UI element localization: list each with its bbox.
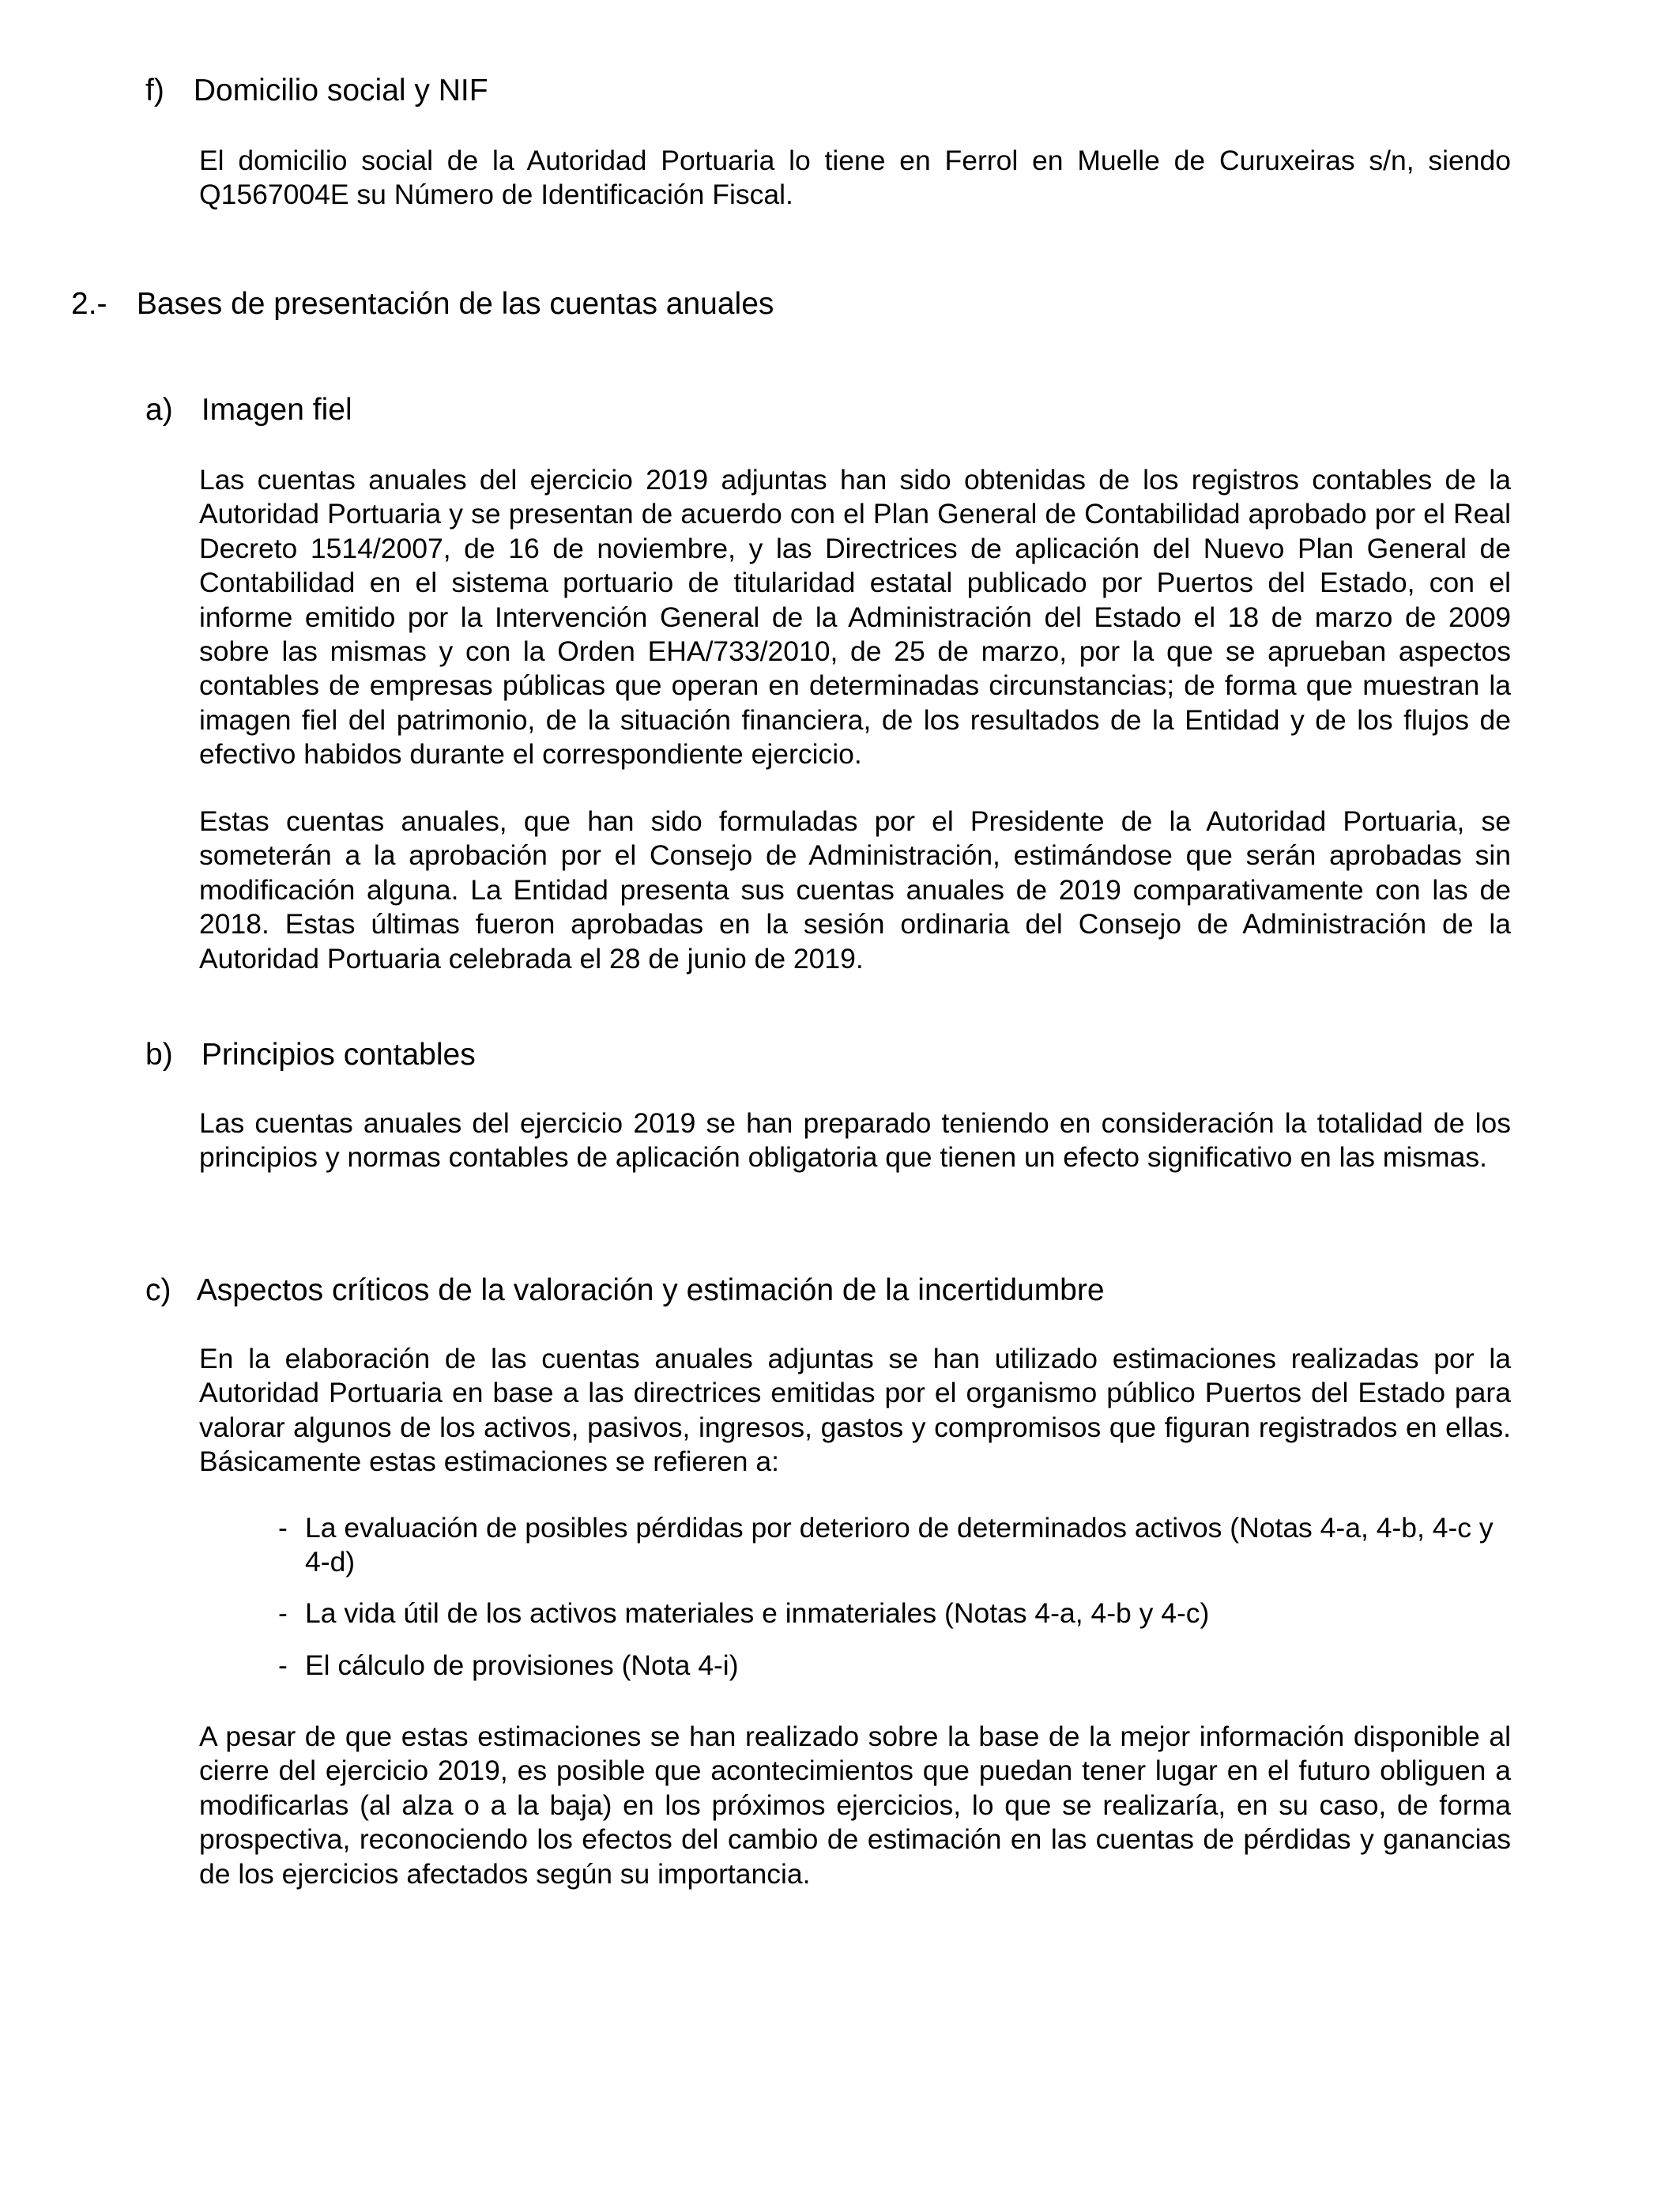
bullet-dash: -	[278, 1512, 288, 1544]
paragraph-domicilio: El domicilio social de la Autoridad Portuaria lo tiene en Ferrol en Muelle de Curuxeiras s/n, siendo Q1567004E su Número de Identificación Fiscal.	[199, 145, 1511, 211]
heading-title: Imagen fiel	[201, 393, 352, 427]
heading-aspectos-criticos	[145, 1272, 1105, 1309]
heading-marker: b)	[145, 1038, 173, 1072]
heading-title: Bases de presentación de las cuentas anuales	[136, 287, 774, 321]
heading-title: Aspectos críticos de la valoración y estimación de la incertidumbre	[196, 1273, 1105, 1307]
paragraph-imagen-fiel-2: Estas cuentas anuales, que han sido formuladas por el Presidente de la Autoridad Portuaria, se someterán a la aprobación por el Consejo de Administración, estimándose que serán aprobadas sin modificación alguna. La Entidad presenta sus cuentas anuales de 2019 comparativamente con las de 2018. Estas últimas fueron aprobadas en la sesión ordinaria del Consejo de Administración de la Autoridad Portuaria celebrada el 28 de junio de 2019.	[199, 805, 1511, 974]
heading-principios-contables	[145, 1037, 476, 1073]
list-item	[278, 1511, 1511, 1580]
list-item	[278, 1649, 1511, 1683]
bullet-text: La vida útil de los activos materiales e inmateriales (Notas 4-a, 4-b y 4-c)	[305, 1597, 1210, 1629]
heading-bases-presentacion	[71, 286, 774, 322]
paragraph-aspectos-criticos-2: A pesar de que estas estimaciones se han realizado sobre la base de la mejor información disponible al cierre del ejercicio 2019, es posible que acontecimientos que puedan tener lugar en el futuro obliguen a modificarlas (al alza o a la baja) en los próximos ejercicios, lo que se realizaría, en su caso, de forma prospectiva, reconociendo los efectos del cambio de estimación en las cuentas de pérdidas y ganancias de los ejercicios afectados según su importancia.	[199, 1721, 1511, 1890]
heading-title: Principios contables	[201, 1038, 476, 1072]
paragraph-aspectos-criticos-1: En la elaboración de las cuentas anuales adjuntas se han utilizado estimaciones realizadas por la Autoridad Portuaria en base a las directrices emitidas por el organismo público Puertos del Estado para valorar algunos de los activos, pasivos, ingresos, gastos y compromisos que figuran registrados en ellas. Básicamente estas estimaciones se refieren a:	[199, 1343, 1511, 1478]
bullet-text: El cálculo de provisiones (Nota 4-i)	[305, 1649, 739, 1681]
paragraph-principios-contables: Las cuentas anuales del ejercicio 2019 se han preparado teniendo en consideración la totalidad de los principios y normas contables de aplicación obligatoria que tienen un efecto significativo en las mismas.	[199, 1107, 1511, 1174]
bullet-text: La evaluación de posibles pérdidas por deterioro de determinados activos (Notas 4-a, 4-b, 4-c y 4-d)	[305, 1512, 1494, 1578]
list-item	[278, 1596, 1511, 1630]
bullet-dash: -	[278, 1597, 288, 1629]
heading-marker: a)	[145, 393, 173, 427]
paragraph-imagen-fiel-1: Las cuentas anuales del ejercicio 2019 adjuntas han sido obtenidas de los registros contables de la Autoridad Portuaria y se presentan de acuerdo con el Plan General de Contabilidad aprobado por el Real Decreto 1514/2007, de 16 de noviembre, y las Directrices de aplicación del Nuevo Plan General de Contabilidad en el sistema portuario de titularidad estatal publicado por Puertos del Estado, con el informe emitido por la Intervención General de la Administración del Estado el 18 de marzo de 2009 sobre las mismas y con la Orden EHA/733/2010, de 25 de marzo, por la que se aprueban aspectos contables de empresas públicas que operan en determinadas circunstancias; de forma que muestran la imagen fiel del patrimonio, de la situación financiera, de los resultados de la Entidad y de los flujos de efectivo habidos durante el correspondiente ejercicio.	[199, 464, 1511, 771]
bullet-dash: -	[278, 1649, 288, 1681]
heading-domicilio-social	[145, 73, 488, 109]
heading-marker: 2.-	[71, 287, 107, 321]
heading-marker: f)	[145, 74, 164, 107]
heading-imagen-fiel	[145, 392, 352, 428]
heading-marker: c)	[145, 1273, 171, 1307]
heading-title: Domicilio social y NIF	[193, 74, 488, 107]
